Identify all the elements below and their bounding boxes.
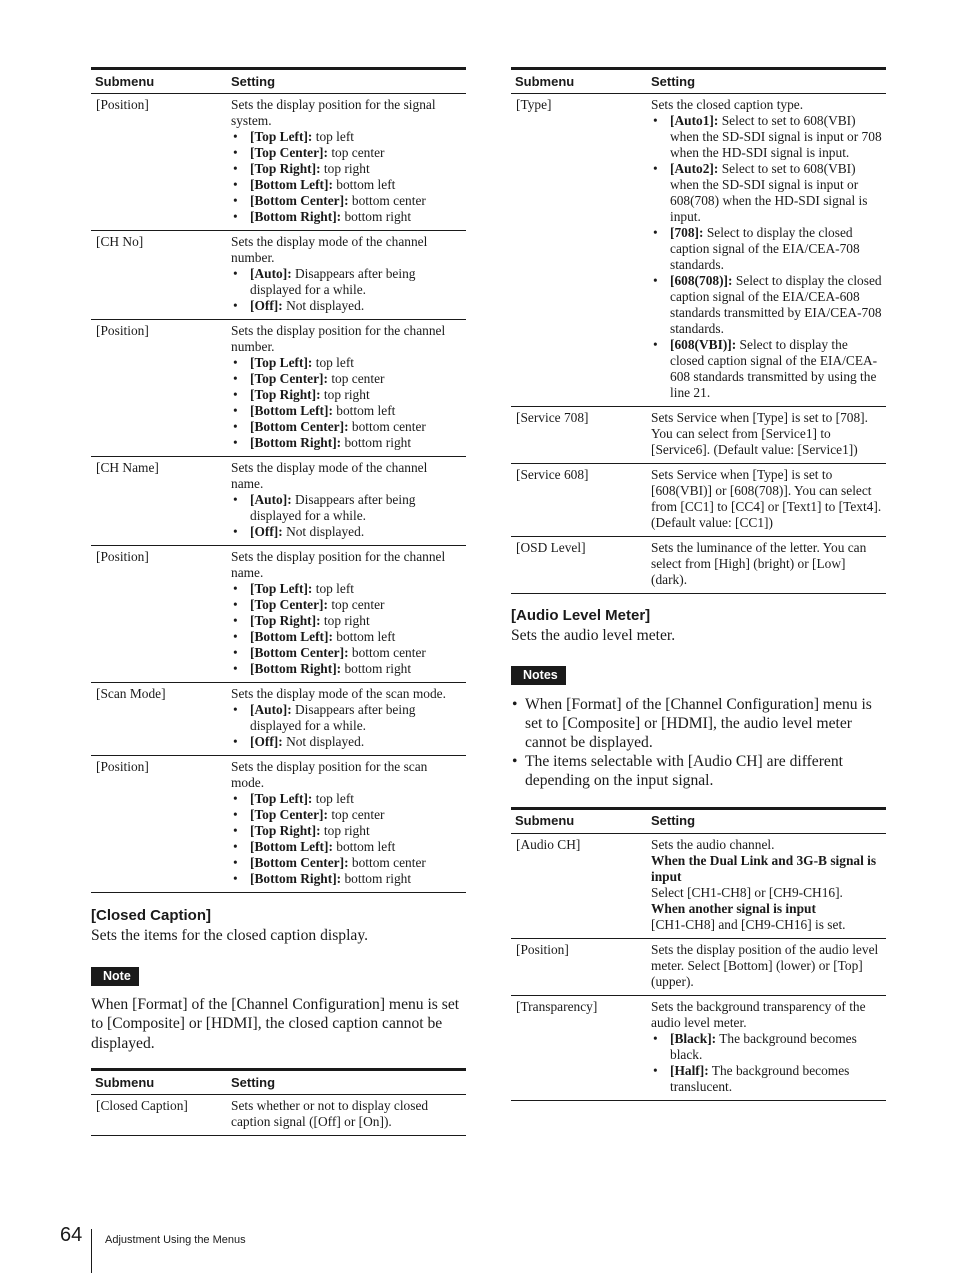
option-text: top left [312,581,355,596]
option-text: bottom right [341,435,412,450]
option-label: [Top Right]: [250,161,321,176]
option-text: bottom center [348,855,426,870]
option-item [231,791,462,807]
options-list [231,266,462,314]
options-list [651,1031,882,1095]
submenu-cell: [Scan Mode] [91,683,227,756]
option-item [231,387,462,403]
option-item [231,161,462,177]
option-text: top center [327,145,385,160]
option-item [231,266,462,298]
table-row [91,457,466,546]
submenu-cell: [Closed Caption] [91,1095,227,1136]
condition-heading: When another signal is input [651,900,816,916]
setting-description: Sets the audio channel. [651,836,775,852]
condition-text: Select [CH1-CH8] or [CH9-CH16]. [651,884,843,900]
option-text: Select to display the closed caption signal of the EIA/CEA-608 standards transmitted by using the line 21. [670,337,878,400]
setting-cell [227,320,466,457]
option-label: [Bottom Right]: [250,209,342,224]
submenu-header: Submenu [511,69,647,94]
option-item [651,273,882,337]
option-label: [Top Right]: [250,613,321,628]
option-text: The background becomes translucent. [670,1062,850,1094]
option-text: top right [320,387,370,402]
option-text: top left [312,791,355,806]
setting-header: Setting [227,1070,466,1095]
setting-cell [647,94,886,407]
closed-caption-heading: [Closed Caption] [91,907,211,924]
option-label: [Off]: [250,524,283,539]
closed-caption-settings-table [511,67,886,594]
option-text: top right [320,161,370,176]
submenu-cell: [OSD Level] [511,537,647,594]
submenu-cell: [Service 708] [511,407,647,464]
submenu-cell: [Type] [511,94,647,407]
option-text: Not displayed. [282,298,365,313]
option-item [231,702,462,734]
setting-cell [647,537,886,594]
option-label: [Top Left]: [250,581,313,596]
table-row [91,756,466,893]
option-item [231,629,462,645]
option-label: [Bottom Left]: [250,629,333,644]
option-item [651,337,882,401]
option-item [231,492,462,524]
submenu-cell: [Position] [91,756,227,893]
option-label: [608(VBI)]: [670,337,737,352]
options-list [231,791,462,887]
option-item [231,807,462,823]
setting-cell [647,464,886,537]
setting-description: Sets the background transparency of the audio level meter. [651,998,866,1030]
submenu-cell: [Position] [91,546,227,683]
note-item: • When [Format] of the [Channel Configuration] menu is set to [Composite] or [HDMI], the audio level meter cannot be displayed. [511,695,886,752]
table-row [91,231,466,320]
option-item [231,177,462,193]
setting-cell [227,756,466,893]
setting-description: Sets the display mode of the scan mode. [231,686,446,701]
options-list [231,492,462,540]
setting-description: Sets the closed caption type. [651,97,804,112]
setting-header: Setting [647,69,886,94]
option-label: [608(708)]: [670,273,733,288]
table-row [511,537,886,594]
option-text: Select to set to 608(VBI) when the SD-SDI signal is input or 608(708) when the HD-SDI signal is input. [670,161,868,224]
options-list [231,129,462,225]
option-text: top left [312,129,355,144]
setting-description: Sets Service when [Type] is set to [708]. You can select from [Service1] to [Service6]. (Default value: [Service1]) [651,410,868,457]
footer-divider [91,1229,92,1273]
setting-description: Sets the display position for the channel number. [231,323,446,354]
options-list [231,355,462,451]
option-text: bottom center [348,419,426,434]
option-item [231,597,462,613]
table-row [511,94,886,407]
option-text: Disappears after being displayed for a while. [250,702,416,733]
note-label: Note [91,967,139,986]
option-text: top right [320,613,370,628]
option-text: bottom left [332,177,396,192]
setting-cell [227,457,466,546]
option-label: [Bottom Center]: [250,193,349,208]
table-row [511,464,886,537]
table-header-row [91,1070,466,1095]
option-label: [Bottom Center]: [250,855,349,870]
right-column [511,67,886,1101]
notes-list [511,695,886,790]
option-item [231,613,462,629]
page-number: 64 [60,1224,83,1246]
option-label: [Half]: [670,1062,709,1078]
condition-text: [CH1-CH8] and [CH9-CH16] is set. [651,916,846,932]
options-list [231,702,462,750]
setting-cell [227,546,466,683]
setting-cell [227,231,466,320]
table-row [91,320,466,457]
option-text: The background becomes black. [670,1030,857,1062]
option-item [231,435,462,451]
option-text: Disappears after being displayed for a while. [250,266,416,297]
option-item [231,524,462,540]
option-label: [Bottom Right]: [250,435,342,450]
submenu-header: Submenu [91,1070,227,1095]
option-text: Select to display the closed caption signal of the EIA/CEA-608 standards transmitted by EIA/CEA-708 standards. [670,273,882,336]
option-label: [Off]: [250,298,283,313]
setting-header: Setting [647,808,886,833]
option-item [651,1031,882,1063]
setting-description: Sets the display position of the audio level meter. Select [Bottom] (lower) or [Top] (upper). [651,941,879,989]
option-label: [Bottom Left]: [250,839,333,854]
option-text: top right [320,823,370,838]
setting-cell [227,683,466,756]
setting-cell [647,833,886,938]
option-item [231,734,462,750]
option-text: top center [327,597,385,612]
option-item [231,419,462,435]
option-text: bottom left [332,403,396,418]
table-row [511,938,886,995]
option-text: bottom left [332,839,396,854]
submenu-cell: [CH Name] [91,457,227,546]
options-list [651,113,882,401]
submenu-cell: [Position] [511,938,647,995]
option-item [231,371,462,387]
setting-cell [647,938,886,995]
option-label: [Top Right]: [250,387,321,402]
left-column [91,67,466,1136]
setting-description: Sets Service when [Type] is set to [608(VBI)] or [608(708)]. You can select from [CC1] to [CC4] or [Text1] to [Text4]. (Default value: [CC1]) [651,467,882,530]
setting-description: Sets the luminance of the letter. You can select from [High] (bright) or [Low] (dark). [651,540,867,587]
option-label: [Bottom Center]: [250,645,349,660]
table-row [91,546,466,683]
option-label: [Top Center]: [250,597,328,612]
condition-heading: When the Dual Link and 3G-B signal is input [651,852,877,884]
setting-cell [647,995,886,1100]
option-item [231,209,462,225]
setting-cell [227,1095,466,1136]
option-item [231,581,462,597]
option-text: top center [327,807,385,822]
option-text: bottom center [348,193,426,208]
option-item [651,225,882,273]
option-item [231,298,462,314]
option-item [231,145,462,161]
note-item: • The items selectable with [Audio CH] are different depending on the input signal. [511,752,886,790]
option-item [231,129,462,145]
option-text: bottom center [348,645,426,660]
option-text: Disappears after being displayed for a while. [250,492,416,523]
option-label: [Top Center]: [250,145,328,160]
footer-text: Adjustment Using the Menus [105,1234,246,1246]
notes-label: Notes [511,666,566,685]
option-item [231,871,462,887]
option-item [651,113,882,161]
option-label: [Auto2]: [670,161,719,176]
option-text: bottom right [341,209,412,224]
option-item [231,193,462,209]
option-text: Select to set to 608(VBI) when the SD-SDI signal is input or 708 when the HD-SDI signal is input. [670,113,882,160]
setting-description: Sets the display mode of the channel number. [231,234,428,265]
option-item [231,661,462,677]
option-text: top center [327,371,385,386]
option-item [651,1063,882,1095]
submenu-header: Submenu [511,808,647,833]
option-label: [Top Left]: [250,791,313,806]
option-label: [Top Left]: [250,129,313,144]
table-header-row [511,808,886,833]
option-item [231,403,462,419]
option-label: [Top Left]: [250,355,313,370]
submenu-cell: [Position] [91,94,227,231]
option-label: [Black]: [670,1030,717,1046]
option-label: [Bottom Left]: [250,177,333,192]
closed-caption-intro: Sets the items for the closed caption display. [91,927,369,944]
setting-cell [227,94,466,231]
table-row [511,407,886,464]
display-settings-table [91,67,466,893]
setting-cell [647,407,886,464]
audio-level-meter-heading: [Audio Level Meter] [511,607,651,624]
setting-description: Sets the display position for the scan mode. [231,759,428,790]
audio-level-meter-intro: Sets the audio level meter. [511,627,676,644]
option-label: [Auto]: [250,702,292,717]
option-label: [Auto]: [250,492,292,507]
table-row [91,1095,466,1136]
closed-caption-note: When [Format] of the [Channel Configuration] menu is set to [Composite] or [HDMI], the closed caption cannot be displayed. [91,995,460,1052]
option-label: [Top Right]: [250,823,321,838]
submenu-header: Submenu [91,69,227,94]
option-item [231,645,462,661]
table-header-row [91,69,466,94]
table-row [91,683,466,756]
option-text: bottom right [341,661,412,676]
option-label: [Bottom Left]: [250,403,333,418]
option-label: [Top Center]: [250,371,328,386]
option-label: [708]: [670,225,704,240]
option-label: [Bottom Right]: [250,871,342,886]
submenu-cell: [Service 608] [511,464,647,537]
option-label: [Auto1]: [670,113,719,128]
option-text: bottom right [341,871,412,886]
option-item [231,855,462,871]
option-label: [Off]: [250,734,283,749]
option-label: [Top Center]: [250,807,328,822]
setting-header: Setting [227,69,466,94]
setting-description: Sets the display mode of the channel name. [231,460,428,491]
submenu-cell: [Audio CH] [511,833,647,938]
options-list [231,581,462,677]
audio-level-meter-table [511,807,886,1101]
setting-description: Sets the display position for the channel name. [231,549,446,580]
option-text: Not displayed. [282,734,365,749]
table-row [91,94,466,231]
option-text: bottom left [332,629,396,644]
closed-caption-table [91,1068,466,1136]
option-label: [Auto]: [250,266,292,281]
option-item [231,839,462,855]
option-item [651,161,882,225]
option-text: top left [312,355,355,370]
option-label: [Bottom Right]: [250,661,342,676]
submenu-cell: [Position] [91,320,227,457]
submenu-cell: [CH No] [91,231,227,320]
table-row [511,995,886,1100]
table-header-row [511,69,886,94]
option-label: [Bottom Center]: [250,419,349,434]
table-row [511,833,886,938]
option-item [231,355,462,371]
option-text: Select to display the closed caption signal of the EIA/CEA-708 standards. [670,225,860,272]
option-item [231,823,462,839]
setting-description: Sets the display position for the signal system. [231,97,436,128]
submenu-cell: [Transparency] [511,995,647,1100]
option-text: Not displayed. [282,524,365,539]
setting-description: Sets whether or not to display closed caption signal ([Off] or [On]). [231,1098,429,1129]
